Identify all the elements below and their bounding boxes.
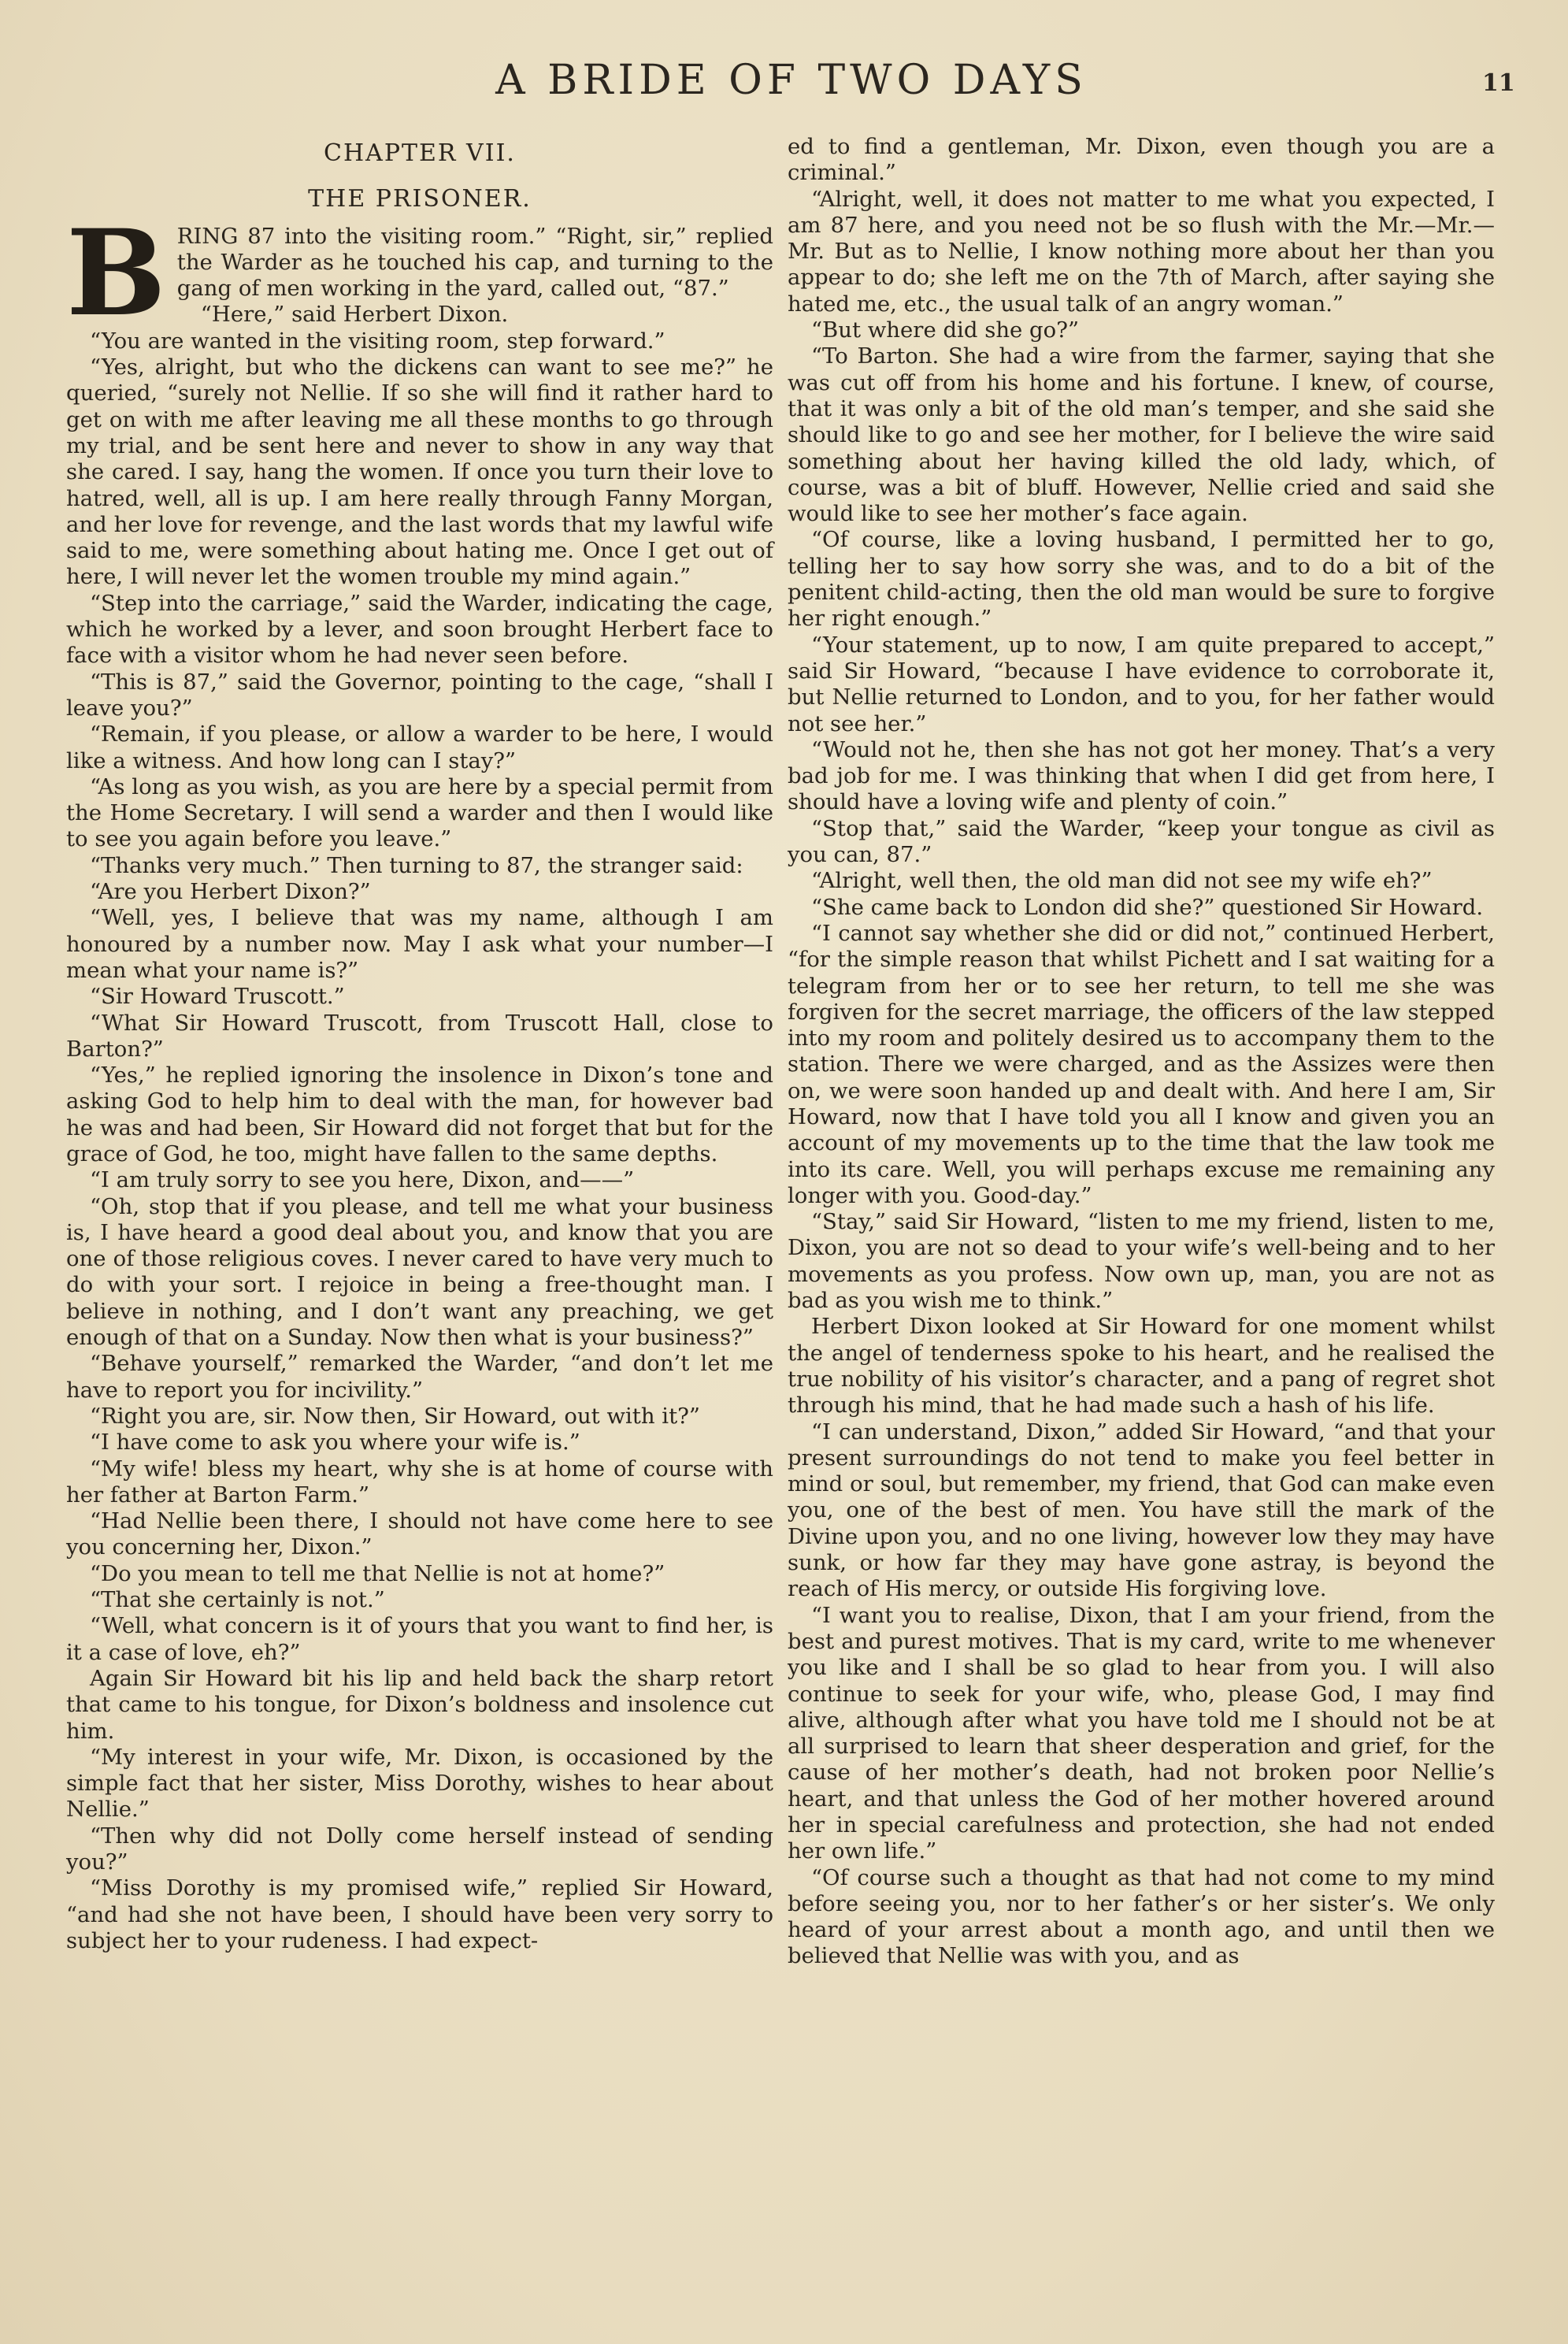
paragraph: “Then why did not Dolly come herself instead of sending you?”: [66, 1823, 773, 1875]
paragraph: “Would not he, then she has not got her money. That’s a very bad job for me. I was thinking that when I did get from here, I should have a loving wife and plenty of coin.”: [788, 736, 1495, 815]
paragraph: “That she certainly is not.”: [90, 1587, 385, 1613]
paragraph-text: RING 87 into the visiting room.” “Right, sir,” replied the Warder as he touched his cap, and turning to the gang of men working in the yard, called out, “87.”: [176, 223, 773, 302]
paragraph: “Of course, like a loving husband, I permitted her to go, telling her to say how sorry she was, and to do a bit of the penitent child-acting, then the old man would be sure to forgive her right enough.”: [788, 527, 1495, 632]
paragraph: “You are wanted in the visiting room, step forward.”: [90, 328, 665, 354]
paragraph: “Thanks very much.” Then turning to 87, the stranger said:: [90, 852, 743, 878]
chapter-subtitle: THE PRISONER.: [308, 185, 532, 213]
paragraph: “She came back to London did she?” questioned Sir Howard.: [811, 894, 1484, 920]
paragraph: “As long as you wish, as you are here by a special permit from the Home Secretary. I will send a warder and then I would like to see you again before you leave.”: [66, 773, 773, 852]
paragraph: “Stay,” said Sir Howard, “listen to me my friend, listen to me, Dixon, you are not so dead to your wife’s well-being and to her movements as you profess. Now own up, man, you are not as bad as you wish me to think.”: [788, 1209, 1495, 1314]
running-title: A BRIDE OF TWO DAYS: [495, 57, 1088, 104]
paragraph: “But where did she go?”: [811, 317, 1080, 343]
paragraph: “To Barton. She had a wire from the farmer, saying that she was cut off from his home and his fortune. I knew, of course, that it was only a bit of the old man’s temper, and she said she should like to go and see her mother, for I believe the wire said something about her having killed the old lady, which, of course, was a bit of bluff. However, Nellie cried and said she would like to see her mother’s face again.: [788, 343, 1495, 527]
paragraph: “Of course such a thought as that had not come to my mind before seeing you, nor to her father’s or her sister’s. We only heard of your arrest about a month ago, and until then we believed that Nellie was with you, and as: [788, 1864, 1495, 1969]
paragraph: “Yes,” he replied ignoring the insolence in Dixon’s tone and asking God to help him to deal with the man, for however bad he was and had been, Sir Howard did not forget that but for the grace of God, he too, might have fallen to the same depths.: [66, 1063, 773, 1166]
paragraph: Herbert Dixon looked at Sir Howard for one moment whilst the angel of tenderness spoke to his heart, and he realised the true nobility of his visitor’s character, and a pang of regret shot through his mind, that he had made such a hash of his life.: [788, 1314, 1495, 1419]
paragraph: “Are you Herbert Dixon?”: [90, 879, 371, 905]
paragraph: “My wife! bless my heart, why she is at home of course with her father at Barton Farm.”: [66, 1456, 773, 1508]
paragraph: “Alright, well, it does not matter to me what you expected, I am 87 here, and you need not be so flush with the Mr.—Mr.—Mr. But as to Nellie, I know nothing more about her than you appear to do; she left me on the 7th of March, after saying she hated me, etc., the usual talk of an angry woman.”: [788, 186, 1495, 317]
paragraph: Again Sir Howard bit his lip and held back the sharp retort that came to his tongue, for Dixon’s boldness and insolence cut him.: [66, 1665, 773, 1744]
paragraph: “Sir Howard Truscott.”: [90, 984, 345, 1010]
paragraph: “This is 87,” said the Governor, pointing to the cage, “shall I leave you?”: [66, 669, 773, 721]
paragraph: “Miss Dorothy is my promised wife,” replied Sir Howard, “and had she not have been, I should have been very sorry to subject her to your rudeness. I had expect-: [66, 1875, 773, 1953]
paragraph: “Here,” said Herbert Dixon.: [200, 302, 509, 328]
paragraph-continued: ed to find a gentleman, Mr. Dixon, even though you are a criminal.”: [788, 134, 1495, 186]
paragraph: “Had Nellie been there, I should not have come here to see you concerning her, Dixon.”: [66, 1508, 773, 1560]
paragraph: “Oh, stop that if you please, and tell me what your business is, I have heard a good deal about you, and know that you are one of those religious coves. I never cared to have very much to do with your sort. I rejoice in being a free-thought man. I believe in nothing, and I don’t want any preaching, we get enough of that on a Sunday. Now then what is your business?”: [66, 1193, 773, 1351]
paragraph: “I want you to realise, Dixon, that I am your friend, from the best and purest motives. That is my card, write to me whenever you like and I shall be so glad to hear from you. I will also continue to seek for your wife, who, please God, I may find alive, although after what you have told me I should not be at all surprised to learn that sheer desperation and grief, for the cause of her mother’s death, had not broken poor Nellie’s heart, and that unless the God of her mother hovered around her in special carefulness and protection, she had not ended her own life.”: [788, 1602, 1495, 1864]
paragraph: “Alright, well then, the old man did not see my wife eh?”: [811, 868, 1433, 894]
drop-cap: B: [66, 203, 166, 343]
right-column: [788, 134, 1495, 1970]
paragraph: “Right you are, sir. Now then, Sir Howard, out with it?”: [90, 1403, 700, 1429]
paragraph: “I have come to ask you where your wife is.”: [90, 1430, 580, 1456]
paragraph: “Behave yourself,” remarked the Warder, “and don’t let me have to report you for incivility.”: [66, 1351, 773, 1403]
chapter-heading: CHAPTER VII.: [324, 139, 516, 167]
page-number: 11: [1482, 69, 1515, 97]
paragraph: “I am truly sorry to see you here, Dixon, and——”: [90, 1167, 635, 1193]
left-column: [66, 134, 773, 1954]
paragraph: “Do you mean to tell me that Nellie is not at home?”: [90, 1560, 665, 1586]
paragraph: “Remain, if you please, or allow a warder to be here, I would like a witness. And how long can I stay?”: [66, 721, 773, 773]
paragraph: “Well, what concern is it of yours that you want to find her, is it a case of love, eh?”: [66, 1613, 773, 1665]
paragraph: “Yes, alright, but who the dickens can want to see me?” he queried, “surely not Nellie. If so she will find it rather hard to get on with me after leaving me all these months to go through my trial, and be sent here and never to show in any way that she cared. I say, hang the women. If once you turn their love to hatred, well, all is up. I am here really through Fanny Morgan, and her love for revenge, and the last words that my lawful wife said to me, were something about hating me. Once I get out of here, I will never let the women trouble my mind again.”: [66, 354, 773, 590]
paragraph: “Stop that,” said the Warder, “keep your tongue as civil as you can, 87.”: [788, 815, 1495, 868]
paragraph: “I can understand, Dixon,” added Sir Howard, “and that your present surroundings do not tend to make you feel better in mind or soul, but remember, my friend, that God can make even you, one of the best of men. You have still the mark of the Divine upon you, and no one living, however low they may have sunk, or how far they may have gone astray, is beyond the reach of His mercy, or outside His forgiving love.: [788, 1419, 1495, 1602]
paragraph: “My interest in your wife, Mr. Dixon, is occasioned by the simple fact that her sister, Miss Dorothy, wishes to hear about Nellie.”: [66, 1744, 773, 1823]
paragraph: “Well, yes, I believe that was my name, although I am honoured by a number now. May I ask what your number—I mean what your name is?”: [66, 905, 773, 983]
paragraph: “I cannot say whether she did or did not,” continued Herbert, “for the simple reason that whilst Pichett and I sat waiting for a telegram from her or to see her return, to tell me she was forgiven for the secret marriage, the officers of the law stepped into my room and politely desired us to accompany them to the station. There we were charged, and as the Assizes were then on, we were soon handed up and dealt with. And here I am, Sir Howard, now that I have told you all I know and given you an account of my movements up to the time that the law took me into its care. Well, you will perhaps excuse me remaining any longer with you. Good-day.”: [788, 920, 1495, 1208]
paragraph: “Step into the carriage,” said the Warder, indicating the cage, which he worked by a lever, and soon brought Herbert face to face with a visitor whom he had never seen before.: [66, 590, 773, 669]
paragraph: “What Sir Howard Truscott, from Truscott Hall, close to Barton?”: [66, 1010, 773, 1062]
paragraph: “Your statement, up to now, I am quite prepared to accept,” said Sir Howard, “because I have evidence to corroborate it, but Nellie returned to London, and to you, for her father would not see her.”: [788, 632, 1495, 736]
